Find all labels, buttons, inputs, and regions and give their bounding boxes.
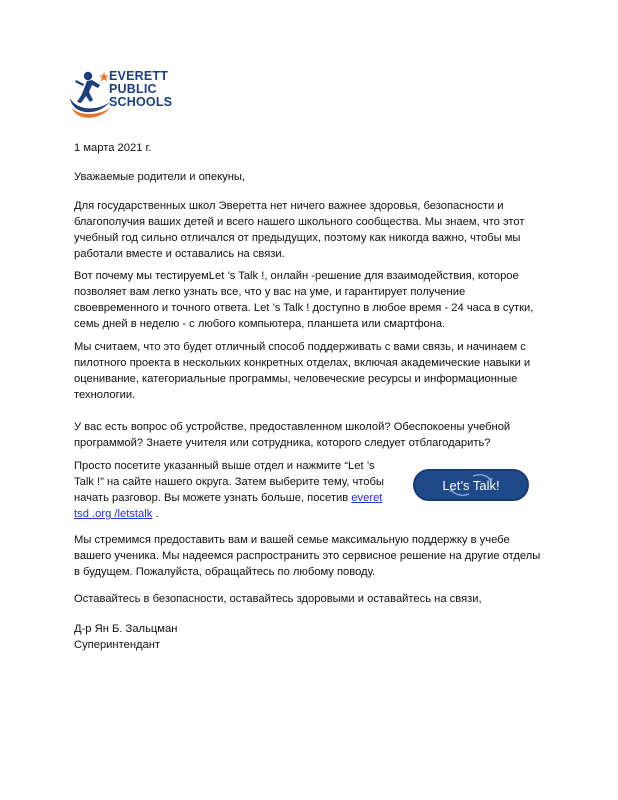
paragraph-instructions [74,458,394,522]
letter-date: 1 марта 2021 г. [74,142,152,154]
paragraph-intro: Для государственных школ Эверетта нет ничего важнее здоровья, безопасности и благополучия ваших детей и всего нашего школьного сообщества. Мы знаем, что этот учебный год сильно отличался от предыдущих, поэтому как никогда важно, чтобы мы работали вместе и оставались на связи. [74,200,525,260]
logo-line-2: PUBLIC [109,82,157,96]
paragraph-questions: У вас есть вопрос об устройстве, предоставленном школой? Обеспокоены учебной программой? Знаете учителя или сотрудника, которого следует отблагодарить? [74,421,511,449]
lets-talk-button[interactable] [413,469,529,501]
logo-line-3: SCHOOLS [109,95,173,109]
signature-name: Д-р Ян Б. Зальцман [74,623,178,635]
letter-greeting: Уважаемые родители и опекуны, [74,171,246,183]
letter-closing: Оставайтесь в безопасности, оставайтесь здоровыми и оставайтесь на связи, [74,593,482,605]
lets-talk-name: Let ’s Talk ! [208,270,265,282]
lets-talk-button-label: Let’s Talk! [442,477,500,493]
lets-talk-link[interactable]: everet tsd .org /letstalk [74,492,383,520]
p2-text-a: Вот почему мы тестируем [74,270,209,282]
p2-text-b: , онлайн -решение для взаимодействия, которое позволяет вам легко узнать все, что у вас на уме, и гарантирует получение своевременного и точного ответа. [74,270,519,314]
p5-text-b: на сайте нашего округа. Затем выберите тему, чтобы начать разговор. Вы можете узнать больше, посетив [74,476,384,504]
signature-block [74,621,544,653]
logo-wordmark [109,70,172,109]
paragraph-lets-talk [74,268,544,332]
paragraph-pilot: Мы считаем, что это будет отличный способ поддерживать с вами связь, и начинаем с пилотного проекта в нескольких конкретных отделах, включая академические навыки и оценивание, категориальные программы, человеческие ресурсы и информационные технологии. [74,341,531,401]
signature-title: Суперинтендант [74,639,161,651]
p5-text-a: Просто посетите указанный выше отдел и нажмите [74,460,345,472]
lets-talk-quote: “Let ’s Talk !” [74,460,375,488]
p5-text-c: . [152,508,159,520]
runner-swoosh-icon [68,68,112,124]
lets-talk-name-2: Let ’s Talk ! [253,302,310,314]
logo-line-1: EVERETT [109,69,169,83]
district-logo [68,68,198,124]
paragraph-commitment: Мы стремимся предоставить вам и вашей семье максимальную поддержку в учебе вашего ученика. Мы надеемся распространить это сервисное решение на другие отделы в будущем. Пожалуйста, обращайтесь по любому поводу. [74,534,541,578]
p2-text-c: доступно в любое время - 24 часа в сутки, семь дней в неделю - с любого компьютера, планшета или смартфона. [74,302,534,330]
